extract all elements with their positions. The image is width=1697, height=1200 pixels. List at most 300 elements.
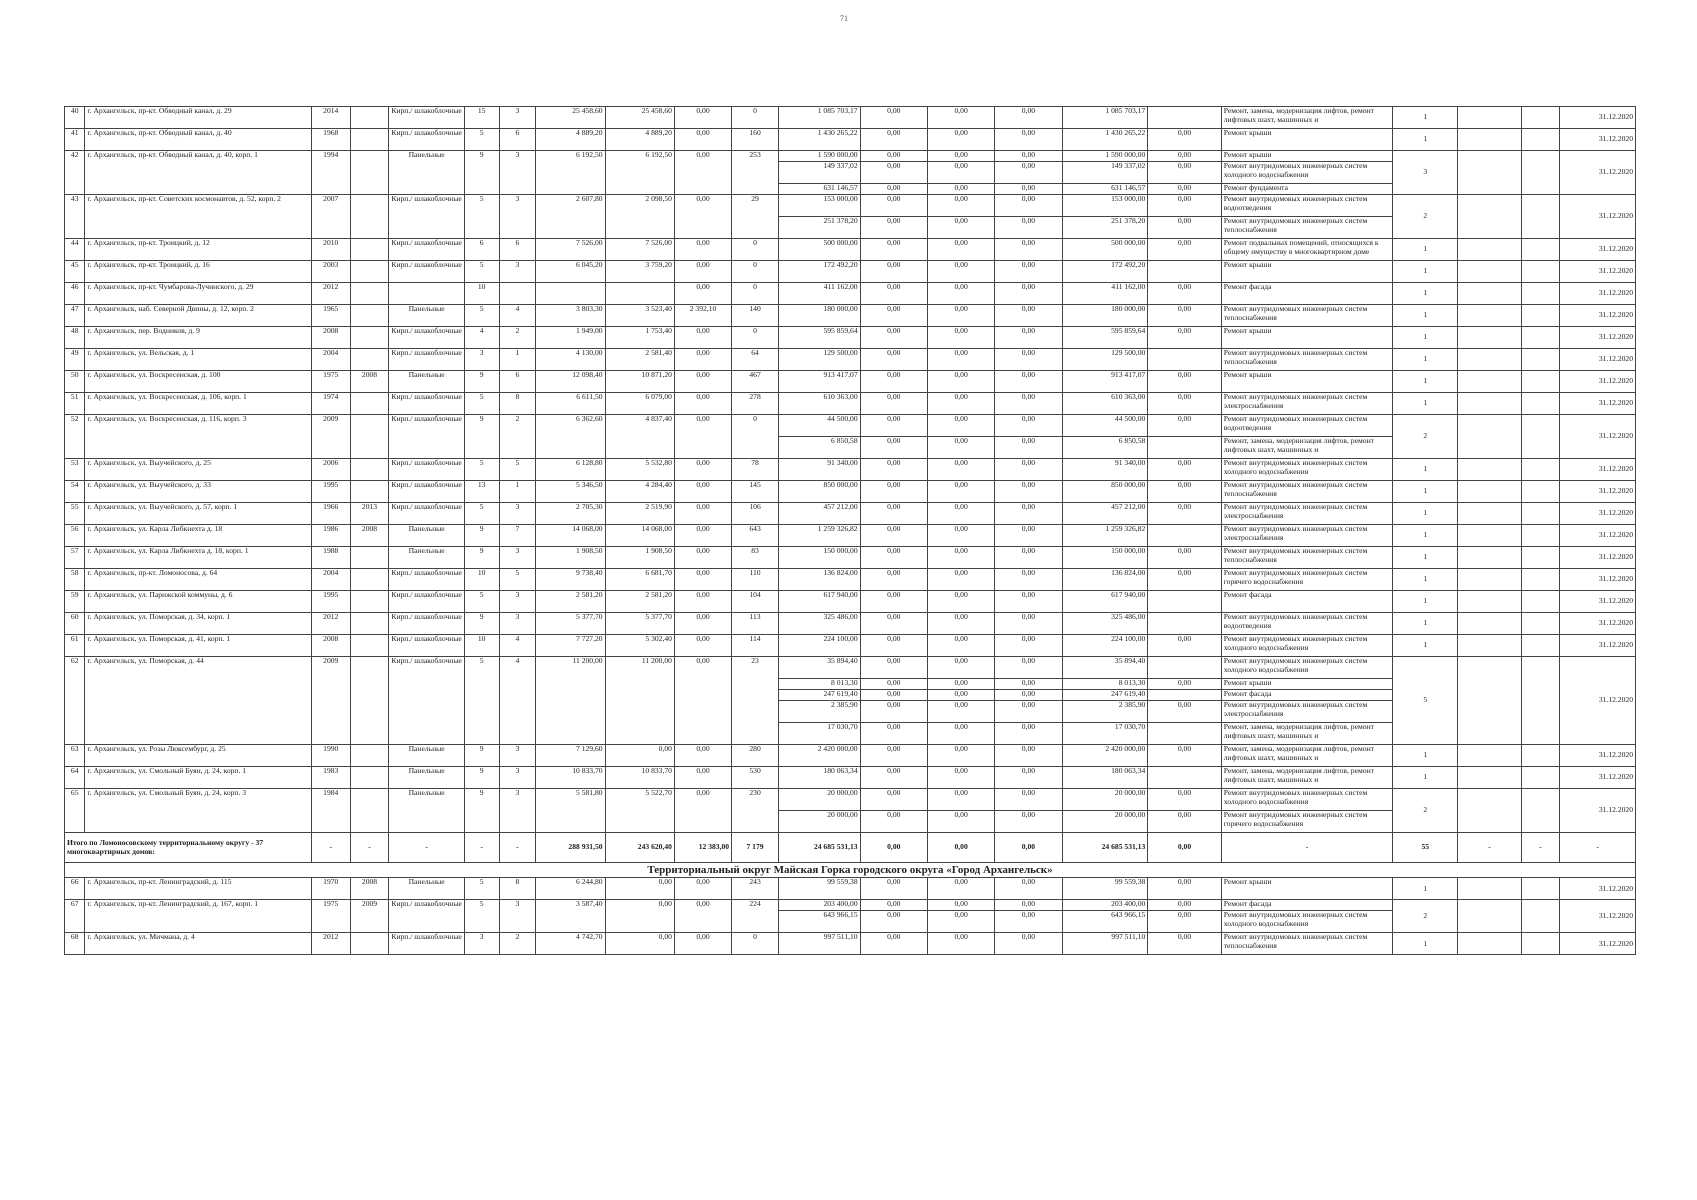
works-count-cell: 2: [1393, 789, 1458, 833]
table-body-lomonosovsky: [65, 107, 1636, 833]
living-area-cell: 5 522,70: [605, 789, 674, 833]
fund-regional-cell: 0,00: [927, 900, 994, 911]
works-count-cell: 3: [1393, 151, 1458, 195]
address-cell: г. Архангельск, пр-кт. Троицкий, д. 12: [85, 239, 311, 261]
total-area-cell: 25 458,60: [536, 107, 605, 129]
residents-cell: 0: [732, 261, 779, 283]
residents-cell: 29: [732, 195, 779, 239]
owned-area-cell: 0,00: [674, 261, 731, 283]
table-row: [65, 591, 1636, 613]
owners-funds-cell: 643 966,15: [1062, 911, 1148, 933]
works-count-cell: 1: [1393, 261, 1458, 283]
year-built-cell: 2004: [311, 569, 350, 591]
total-fund-regional: 0,00: [927, 833, 994, 863]
entrances-cell: 3: [499, 745, 536, 767]
residents-cell: 64: [732, 349, 779, 371]
empty-cell: [1458, 459, 1521, 481]
floors-cell: 9: [464, 371, 499, 393]
work-type-cell: Ремонт, замена, модернизация лифтов, ремонт лифтовых шахт, машинных и: [1221, 767, 1392, 789]
living-area-cell: 3 759,20: [605, 261, 674, 283]
owners-funds-cell: 325 486,00: [1062, 613, 1148, 635]
table-row: [65, 933, 1636, 955]
table-body-mayskaya-gorka: [65, 878, 1636, 955]
total-row: [65, 833, 1636, 863]
empty-cell: [1458, 591, 1521, 613]
works-count-cell: 1: [1393, 459, 1458, 481]
total-area-cell: 14 068,00: [536, 525, 605, 547]
works-count-cell: 1: [1393, 107, 1458, 129]
fund-regional-cell: 0,00: [927, 547, 994, 569]
other-funds-cell: 0,00: [1148, 217, 1221, 239]
fund-local-cell: 0,00: [995, 481, 1062, 503]
page-number: 71: [840, 14, 848, 23]
wall-material-cell: [389, 283, 464, 305]
fund-local-cell: 0,00: [995, 162, 1062, 184]
work-type-cell: Ремонт внутридомовых инженерных систем теплоснабжения: [1221, 305, 1392, 327]
works-count-cell: 1: [1393, 525, 1458, 547]
year-renovated-cell: [350, 239, 389, 261]
year-built-cell: 2004: [311, 349, 350, 371]
owners-funds-cell: 1 085 703,17: [1062, 107, 1148, 129]
work-cost-cell: 617 940,00: [779, 591, 861, 613]
fund-federal-cell: 0,00: [860, 591, 927, 613]
work-type-cell: Ремонт фасада: [1221, 283, 1392, 305]
living-area-cell: 3 523,40: [605, 305, 674, 327]
empty-cell: [1521, 459, 1560, 481]
residents-cell: 467: [732, 371, 779, 393]
entrances-cell: 3: [499, 107, 536, 129]
fund-federal-cell: 0,00: [860, 789, 927, 811]
fund-regional-cell: 0,00: [927, 184, 994, 195]
deadline-cell: 31.12.2020: [1560, 305, 1636, 327]
entrances-cell: 5: [499, 459, 536, 481]
fund-local-cell: 0,00: [995, 195, 1062, 217]
fund-local-cell: 0,00: [995, 723, 1062, 745]
floors-cell: 9: [464, 745, 499, 767]
table-row: [65, 107, 1636, 129]
fund-local-cell: 0,00: [995, 217, 1062, 239]
row-number: 43: [65, 195, 85, 239]
year-built-cell: 2009: [311, 415, 350, 459]
fund-federal-cell: 0,00: [860, 503, 927, 525]
work-cost-cell: 20 000,00: [779, 789, 861, 811]
year-renovated-cell: [350, 569, 389, 591]
address-cell: г. Архангельск, ул. Карла Либкнехта д. 18: [85, 525, 311, 547]
total-dash: -: [350, 833, 389, 863]
entrances-cell: 3: [499, 547, 536, 569]
owners-funds-cell: 172 492,20: [1062, 261, 1148, 283]
work-cost-cell: 595 859,64: [779, 327, 861, 349]
residents-cell: 0: [732, 415, 779, 459]
residents-cell: 145: [732, 481, 779, 503]
entrances-cell: 4: [499, 305, 536, 327]
works-count-cell: 1: [1393, 305, 1458, 327]
fund-regional-cell: 0,00: [927, 283, 994, 305]
living-area-cell: 2 581,40: [605, 349, 674, 371]
total-area-cell: 1 949,00: [536, 327, 605, 349]
row-number: 51: [65, 393, 85, 415]
wall-material-cell: Панельные: [389, 305, 464, 327]
fund-federal-cell: 0,00: [860, 933, 927, 955]
address-cell: г. Архангельск, ул. Выучейского, д. 25: [85, 459, 311, 481]
residents-cell: 78: [732, 459, 779, 481]
table-row: [65, 503, 1636, 525]
work-cost-cell: 44 500,00: [779, 415, 861, 437]
entrances-cell: 3: [499, 503, 536, 525]
owned-area-cell: 0,00: [674, 283, 731, 305]
wall-material-cell: Кирп./ шлакоблочные: [389, 107, 464, 129]
row-number: 50: [65, 371, 85, 393]
wall-material-cell: Кирп./ шлакоблочные: [389, 393, 464, 415]
year-built-cell: 2012: [311, 933, 350, 955]
other-funds-cell: [1148, 690, 1221, 701]
year-built-cell: 2014: [311, 107, 350, 129]
residents-cell: 224: [732, 900, 779, 933]
empty-cell: [1458, 151, 1521, 195]
work-cost-cell: 203 400,00: [779, 900, 861, 911]
row-number: 55: [65, 503, 85, 525]
entrances-cell: 2: [499, 415, 536, 459]
fund-federal-cell: 0,00: [860, 745, 927, 767]
fund-regional-cell: 0,00: [927, 503, 994, 525]
works-count-cell: 1: [1393, 933, 1458, 955]
owners-funds-cell: 631 146,57: [1062, 184, 1148, 195]
table-row: [65, 261, 1636, 283]
fund-local-cell: 0,00: [995, 283, 1062, 305]
deadline-cell: 31.12.2020: [1560, 459, 1636, 481]
work-cost-cell: 325 486,00: [779, 613, 861, 635]
work-cost-cell: 2 385,90: [779, 701, 861, 723]
fund-federal-cell: 0,00: [860, 679, 927, 690]
fund-federal-cell: 0,00: [860, 327, 927, 349]
owners-funds-cell: 8 013,30: [1062, 679, 1148, 690]
entrances-cell: 8: [499, 878, 536, 900]
deadline-cell: 31.12.2020: [1560, 900, 1636, 933]
fund-regional-cell: 0,00: [927, 690, 994, 701]
entrances-cell: 1: [499, 349, 536, 371]
total-area-cell: 6 192,50: [536, 151, 605, 195]
floors-cell: 9: [464, 151, 499, 195]
work-type-cell: Ремонт крыши: [1221, 679, 1392, 690]
empty-cell: [1458, 349, 1521, 371]
entrances-cell: 6: [499, 129, 536, 151]
deadline-cell: 31.12.2020: [1560, 635, 1636, 657]
owners-funds-cell: 1 259 326,82: [1062, 525, 1148, 547]
deadline-cell: 31.12.2020: [1560, 591, 1636, 613]
fund-local-cell: 0,00: [995, 327, 1062, 349]
owners-funds-cell: 136 824,00: [1062, 569, 1148, 591]
fund-local-cell: 0,00: [995, 371, 1062, 393]
works-count-cell: 5: [1393, 657, 1458, 745]
fund-federal-cell: 0,00: [860, 371, 927, 393]
address-cell: г. Архангельск, ул. Воскресенская, д. 100: [85, 371, 311, 393]
floors-cell: 10: [464, 635, 499, 657]
wall-material-cell: Кирп./ шлакоблочные: [389, 129, 464, 151]
wall-material-cell: Кирп./ шлакоблочные: [389, 613, 464, 635]
table-row: [65, 613, 1636, 635]
fund-federal-cell: 0,00: [860, 239, 927, 261]
work-cost-cell: 643 966,15: [779, 911, 861, 933]
work-type-cell: Ремонт внутридомовых инженерных систем холодного водоснабжения: [1221, 657, 1392, 679]
fund-local-cell: 0,00: [995, 811, 1062, 833]
fund-local-cell: 0,00: [995, 239, 1062, 261]
deadline-cell: 31.12.2020: [1560, 261, 1636, 283]
fund-federal-cell: 0,00: [860, 525, 927, 547]
total-living-area: 243 620,40: [605, 833, 674, 863]
total-area-cell: 3 803,30: [536, 305, 605, 327]
work-type-cell: Ремонт, замена, модернизация лифтов, ремонт лифтовых шахт, машинных и: [1221, 437, 1392, 459]
other-funds-cell: [1148, 723, 1221, 745]
owners-funds-cell: 150 000,00: [1062, 547, 1148, 569]
year-renovated-cell: [350, 151, 389, 195]
owners-funds-cell: 997 511,10: [1062, 933, 1148, 955]
other-funds-cell: 0,00: [1148, 371, 1221, 393]
living-area-cell: 0,00: [605, 878, 674, 900]
year-renovated-cell: [350, 349, 389, 371]
fund-local-cell: 0,00: [995, 900, 1062, 911]
residents-cell: 83: [732, 547, 779, 569]
work-type-cell: Ремонт внутридомовых инженерных систем электроснабжения: [1221, 701, 1392, 723]
work-type-cell: Ремонт внутридомовых инженерных систем холодного водоснабжения: [1221, 635, 1392, 657]
work-cost-cell: 1 259 326,82: [779, 525, 861, 547]
deadline-cell: 31.12.2020: [1560, 129, 1636, 151]
fund-federal-cell: 0,00: [860, 811, 927, 833]
year-renovated-cell: [350, 591, 389, 613]
entrances-cell: 4: [499, 657, 536, 745]
deadline-cell: 31.12.2020: [1560, 547, 1636, 569]
living-area-cell: 10 871,20: [605, 371, 674, 393]
total-dash: -: [311, 833, 350, 863]
wall-material-cell: Кирп./ шлакоблочные: [389, 239, 464, 261]
owned-area-cell: 0,00: [674, 547, 731, 569]
table-row: [65, 459, 1636, 481]
owners-funds-cell: 224 100,00: [1062, 635, 1148, 657]
fund-regional-cell: 0,00: [927, 569, 994, 591]
wall-material-cell: Кирп./ шлакоблочные: [389, 481, 464, 503]
other-funds-cell: [1148, 349, 1221, 371]
table-row: [65, 305, 1636, 327]
deadline-cell: 31.12.2020: [1560, 107, 1636, 129]
owners-funds-cell: 180 063,34: [1062, 767, 1148, 789]
wall-material-cell: Панельные: [389, 789, 464, 833]
entrances-cell: 6: [499, 371, 536, 393]
empty-cell: [1521, 635, 1560, 657]
owners-funds-cell: 153 000,00: [1062, 195, 1148, 217]
empty-cell: [1458, 327, 1521, 349]
entrances-cell: 7: [499, 525, 536, 547]
fund-regional-cell: 0,00: [927, 679, 994, 690]
entrances-cell: 3: [499, 900, 536, 933]
fund-regional-cell: 0,00: [927, 723, 994, 745]
other-funds-cell: 0,00: [1148, 679, 1221, 690]
work-type-cell: Ремонт, замена, модернизация лифтов, ремонт лифтовых шахт, машинных и: [1221, 723, 1392, 745]
year-renovated-cell: [350, 415, 389, 459]
living-area-cell: 10 833,70: [605, 767, 674, 789]
fund-local-cell: 0,00: [995, 415, 1062, 437]
year-renovated-cell: [350, 613, 389, 635]
section-title: Территориальный округ Майская Горка городского округа «Город Архангельск»: [65, 863, 1636, 878]
empty-cell: [1521, 569, 1560, 591]
work-cost-cell: 35 894,40: [779, 657, 861, 679]
empty-cell: [1458, 415, 1521, 459]
entrances-cell: 3: [499, 613, 536, 635]
other-funds-cell: 0,00: [1148, 911, 1221, 933]
empty-cell: [1458, 481, 1521, 503]
fund-local-cell: 0,00: [995, 701, 1062, 723]
address-cell: г. Архангельск, ул. Воскресенская, д. 116, корп. 3: [85, 415, 311, 459]
fund-regional-cell: 0,00: [927, 217, 994, 239]
total-area-cell: 4 130,00: [536, 349, 605, 371]
owned-area-cell: 0,00: [674, 459, 731, 481]
work-cost-cell: 17 030,70: [779, 723, 861, 745]
fund-federal-cell: 0,00: [860, 162, 927, 184]
work-type-cell: Ремонт крыши: [1221, 878, 1392, 900]
empty-cell: [1521, 371, 1560, 393]
residents-cell: 160: [732, 129, 779, 151]
empty-cell: [1521, 591, 1560, 613]
work-type-cell: Ремонт фасада: [1221, 900, 1392, 911]
empty-cell: [1521, 415, 1560, 459]
fund-local-cell: 0,00: [995, 911, 1062, 933]
empty-cell: [1458, 547, 1521, 569]
work-type-cell: Ремонт внутридомовых инженерных систем электроснабжения: [1221, 393, 1392, 415]
empty-cell: [1521, 129, 1560, 151]
works-count-cell: 1: [1393, 129, 1458, 151]
works-count-cell: 1: [1393, 878, 1458, 900]
other-funds-cell: [1148, 767, 1221, 789]
row-number: 65: [65, 789, 85, 833]
entrances-cell: 3: [499, 195, 536, 239]
work-type-cell: Ремонт внутридомовых инженерных систем теплоснабжения: [1221, 481, 1392, 503]
owners-funds-cell: 247 619,40: [1062, 690, 1148, 701]
work-type-cell: Ремонт, замена, модернизация лифтов, ремонт лифтовых шахт, машинных и: [1221, 107, 1392, 129]
living-area-cell: 4 889,20: [605, 129, 674, 151]
row-number: 45: [65, 261, 85, 283]
fund-local-cell: 0,00: [995, 569, 1062, 591]
table-row: [65, 745, 1636, 767]
year-built-cell: 1990: [311, 745, 350, 767]
owned-area-cell: 0,00: [674, 129, 731, 151]
deadline-cell: 31.12.2020: [1560, 327, 1636, 349]
empty-cell: [1521, 933, 1560, 955]
total-owners-funds: 24 685 531,13: [1062, 833, 1148, 863]
fund-local-cell: 0,00: [995, 129, 1062, 151]
deadline-cell: 31.12.2020: [1560, 767, 1636, 789]
row-number: 53: [65, 459, 85, 481]
fund-regional-cell: 0,00: [927, 195, 994, 217]
table-row: [65, 393, 1636, 415]
total-area-cell: 6 244,80: [536, 878, 605, 900]
other-funds-cell: [1148, 613, 1221, 635]
fund-federal-cell: 0,00: [860, 690, 927, 701]
work-cost-cell: 251 378,20: [779, 217, 861, 239]
fund-regional-cell: 0,00: [927, 613, 994, 635]
total-cost: 24 685 531,13: [779, 833, 861, 863]
fund-local-cell: 0,00: [995, 933, 1062, 955]
fund-federal-cell: 0,00: [860, 878, 927, 900]
other-funds-cell: 0,00: [1148, 162, 1221, 184]
fund-regional-cell: 0,00: [927, 657, 994, 679]
address-cell: г. Архангельск, ул. Вельская, д. 1: [85, 349, 311, 371]
floors-cell: 5: [464, 305, 499, 327]
other-funds-cell: 0,00: [1148, 459, 1221, 481]
table-row: [65, 900, 1636, 911]
total-area: 288 931,50: [536, 833, 605, 863]
works-count-cell: 1: [1393, 503, 1458, 525]
fund-local-cell: 0,00: [995, 635, 1062, 657]
table-row: [65, 151, 1636, 162]
year-built-cell: 1994: [311, 151, 350, 195]
year-renovated-cell: 2013: [350, 503, 389, 525]
fund-local-cell: 0,00: [995, 767, 1062, 789]
total-dash: -: [389, 833, 464, 863]
table-row: [65, 371, 1636, 393]
other-funds-cell: [1148, 591, 1221, 613]
total-area-cell: 4 742,70: [536, 933, 605, 955]
owners-funds-cell: 913 417,07: [1062, 371, 1148, 393]
section-header-row: [65, 863, 1636, 878]
address-cell: г. Архангельск, пр-кт. Ленинградский, д. 115: [85, 878, 311, 900]
empty-cell: [1458, 261, 1521, 283]
works-count-cell: 2: [1393, 195, 1458, 239]
year-renovated-cell: [350, 393, 389, 415]
wall-material-cell: Кирп./ шлакоблочные: [389, 569, 464, 591]
fund-federal-cell: 0,00: [860, 393, 927, 415]
residents-cell: 643: [732, 525, 779, 547]
fund-regional-cell: 0,00: [927, 767, 994, 789]
owned-area-cell: 0,00: [674, 415, 731, 459]
total-dash: -: [499, 833, 536, 863]
total-area-cell: 9 738,40: [536, 569, 605, 591]
residents-cell: 114: [732, 635, 779, 657]
entrances-cell: 4: [499, 635, 536, 657]
fund-federal-cell: 0,00: [860, 911, 927, 933]
wall-material-cell: Кирп./ шлакоблочные: [389, 503, 464, 525]
address-cell: г. Архангельск, наб. Северной Двины, д. 12, корп. 2: [85, 305, 311, 327]
living-area-cell: 6 681,70: [605, 569, 674, 591]
table-row: [65, 327, 1636, 349]
floors-cell: 9: [464, 547, 499, 569]
empty-cell: [1521, 283, 1560, 305]
other-funds-cell: 0,00: [1148, 283, 1221, 305]
empty-cell: [1458, 239, 1521, 261]
other-funds-cell: 0,00: [1148, 393, 1221, 415]
entrances-cell: 6: [499, 239, 536, 261]
empty-cell: [1521, 349, 1560, 371]
address-cell: г. Архангельск, ул. Карла Либкнехта д. 18, корп. 1: [85, 547, 311, 569]
row-number: 57: [65, 547, 85, 569]
wall-material-cell: Панельные: [389, 371, 464, 393]
empty-cell: [1521, 195, 1560, 239]
year-built-cell: 2010: [311, 239, 350, 261]
work-type-cell: Ремонт внутридомовых инженерных систем холодного водоснабжения: [1221, 911, 1392, 933]
row-number: 62: [65, 657, 85, 745]
deadline-cell: 31.12.2020: [1560, 569, 1636, 591]
work-cost-cell: 180 000,00: [779, 305, 861, 327]
living-area-cell: 1 753,40: [605, 327, 674, 349]
fund-regional-cell: 0,00: [927, 591, 994, 613]
empty-cell: [1458, 525, 1521, 547]
year-built-cell: 2006: [311, 459, 350, 481]
fund-local-cell: 0,00: [995, 878, 1062, 900]
living-area-cell: 0,00: [605, 900, 674, 933]
row-number: 58: [65, 569, 85, 591]
owned-area-cell: 0,00: [674, 878, 731, 900]
row-number: 41: [65, 129, 85, 151]
other-funds-cell: 0,00: [1148, 305, 1221, 327]
wall-material-cell: Кирп./ шлакоблочные: [389, 933, 464, 955]
year-renovated-cell: [350, 657, 389, 745]
